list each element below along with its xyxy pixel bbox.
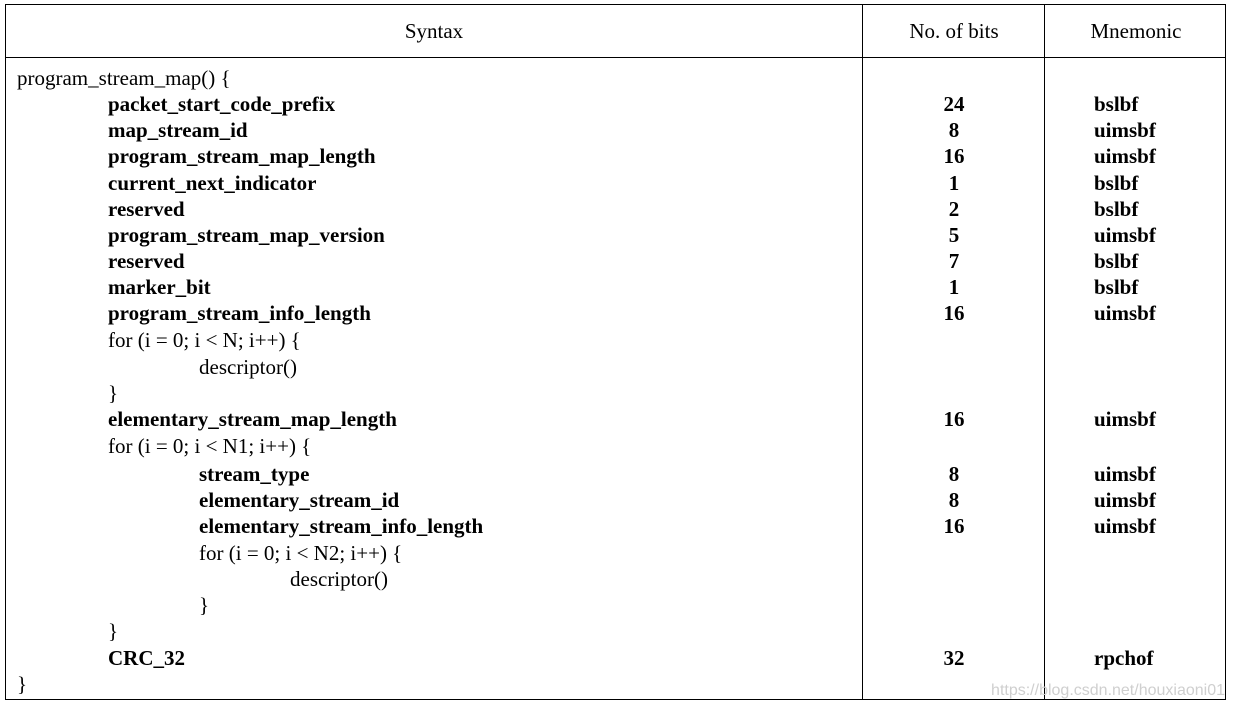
table-row — [6, 300, 1225, 326]
table-row — [6, 65, 1225, 91]
syntax-cell: CRC_32 — [108, 646, 185, 670]
syntax-cell: current_next_indicator — [108, 171, 317, 195]
bits-cell: 2 — [948, 197, 960, 221]
syntax-cell: for (i = 0; i < N1; i++) { — [108, 434, 312, 458]
table-row — [6, 645, 1225, 671]
syntax-cell: for (i = 0; i < N; i++) { — [108, 328, 301, 352]
syntax-cell: for (i = 0; i < N2; i++) { — [199, 541, 403, 565]
mnemonic-cell: bslbf — [1094, 275, 1139, 299]
table-row — [6, 513, 1225, 539]
table-row — [6, 117, 1225, 143]
syntax-cell: elementary_stream_map_length — [108, 407, 397, 431]
table-row — [6, 222, 1225, 248]
header-syntax: Syntax — [404, 19, 464, 43]
syntax-cell: elementary_stream_info_length — [199, 514, 484, 538]
table-row — [6, 170, 1225, 196]
mnemonic-cell: uimsbf — [1094, 144, 1156, 168]
table-row — [6, 380, 1225, 406]
mnemonic-cell: uimsbf — [1094, 118, 1156, 142]
syntax-cell: map_stream_id — [108, 118, 248, 142]
mnemonic-cell: bslbf — [1094, 249, 1139, 273]
header-bits: No. of bits — [909, 19, 999, 43]
table-row — [6, 566, 1225, 592]
mnemonic-cell: bslbf — [1094, 197, 1139, 221]
watermark: https://blog.csdn.net/houxiaoni01 — [991, 682, 1225, 699]
syntax-cell: packet_start_code_prefix — [108, 92, 336, 116]
table-row — [6, 540, 1225, 566]
table-row — [6, 461, 1225, 487]
table-row — [6, 592, 1225, 618]
table-row — [6, 406, 1225, 432]
syntax-cell: program_stream_map() { — [17, 66, 231, 90]
mnemonic-cell: bslbf — [1094, 171, 1139, 195]
syntax-cell: } — [108, 381, 119, 405]
syntax-cell: program_stream_map_version — [108, 223, 385, 247]
bits-cell: 32 — [943, 646, 965, 670]
table-row — [6, 274, 1225, 300]
syntax-cell: descriptor() — [199, 355, 297, 379]
header-mnemonic: Mnemonic — [1090, 19, 1182, 43]
mnemonic-cell: uimsbf — [1094, 488, 1156, 512]
table-row — [6, 618, 1225, 644]
mnemonic-cell: uimsbf — [1094, 407, 1156, 431]
bits-cell: 5 — [948, 223, 960, 247]
syntax-table — [5, 4, 1226, 700]
syntax-cell: program_stream_info_length — [108, 301, 371, 325]
syntax-cell: reserved — [108, 249, 185, 273]
table-row — [6, 327, 1225, 353]
table-row — [6, 433, 1225, 459]
header-divider — [6, 57, 1225, 58]
bits-cell: 1 — [948, 171, 960, 195]
bits-cell: 16 — [943, 144, 965, 168]
table-row — [6, 91, 1225, 117]
syntax-cell: elementary_stream_id — [199, 488, 400, 512]
mnemonic-cell: uimsbf — [1094, 223, 1156, 247]
bits-cell: 24 — [943, 92, 965, 116]
bits-cell: 8 — [948, 118, 960, 142]
syntax-cell: descriptor() — [290, 567, 388, 591]
syntax-cell: reserved — [108, 197, 185, 221]
table-row — [6, 487, 1225, 513]
mnemonic-cell: rpchof — [1094, 646, 1154, 670]
bits-cell: 16 — [943, 514, 965, 538]
bits-cell: 16 — [943, 301, 965, 325]
mnemonic-cell: bslbf — [1094, 92, 1139, 116]
table-row — [6, 354, 1225, 380]
mnemonic-cell: uimsbf — [1094, 301, 1156, 325]
bits-cell: 16 — [943, 407, 965, 431]
syntax-cell: stream_type — [199, 462, 310, 486]
syntax-cell: program_stream_map_length — [108, 144, 376, 168]
syntax-cell: } — [108, 619, 119, 643]
mnemonic-cell: uimsbf — [1094, 514, 1156, 538]
table-row — [6, 143, 1225, 169]
table-row — [6, 248, 1225, 274]
table-row — [6, 196, 1225, 222]
mnemonic-cell: uimsbf — [1094, 462, 1156, 486]
syntax-cell: marker_bit — [108, 275, 211, 299]
bits-cell: 1 — [948, 275, 960, 299]
bits-cell: 8 — [948, 488, 960, 512]
syntax-cell: } — [199, 593, 210, 617]
bits-cell: 8 — [948, 462, 960, 486]
syntax-cell: } — [17, 672, 28, 696]
bits-cell: 7 — [948, 249, 960, 273]
